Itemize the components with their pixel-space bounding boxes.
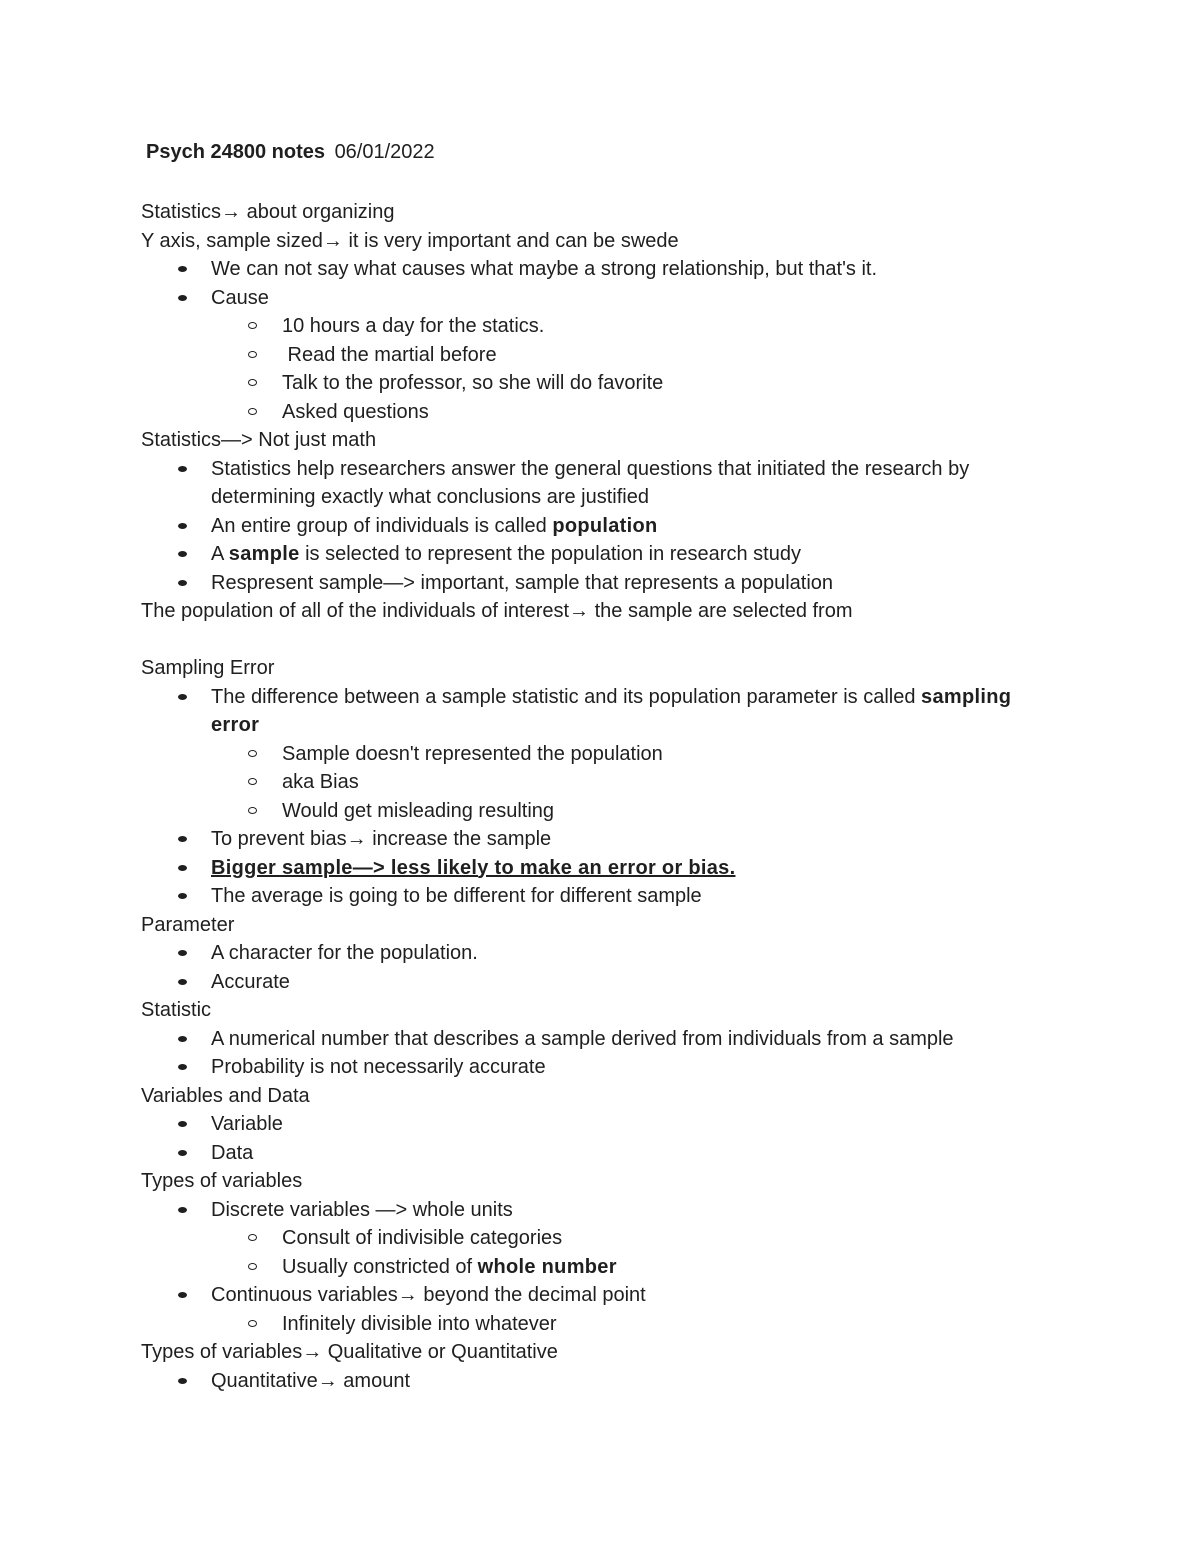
bullet-item [141,1367,1121,1396]
bullet-text: Quantitative→ amount [211,1369,410,1392]
bullet-item [141,825,1121,854]
sub-bullet-item [141,1310,1121,1339]
bullet-text: The average is going to be different for different sample [211,885,702,907]
title-course: Psych 24800 notes [146,141,325,163]
bullet-text: Variable [211,1113,283,1135]
bullet-dot-icon [178,836,187,842]
bullet-item [141,540,1121,569]
heading-y-axis: Y axis, sample sized→ it is very important and can be swede [141,229,679,252]
bullet-dot-icon [178,1036,187,1042]
sub-bullet-item [141,740,1121,769]
sub-bullet-item [141,341,1121,370]
sub-bullet-text: Sample doesn't represented the population [282,742,663,765]
sub-bullet-text: Would get misleading resulting [282,799,555,822]
bullet-dot-icon [178,1292,187,1298]
bullet-item [141,854,1121,883]
bullet-text: A character for the population. [211,942,478,964]
bullet-dot-icon [178,551,187,557]
sub-bullet-text: Usually constricted of [282,1255,478,1278]
bullet-circle-icon [248,778,257,785]
bullet-item [141,683,1041,740]
heading-types-of-variables: Types of variables [141,1170,303,1192]
bullet-item [141,1281,1121,1310]
bullet-text: A numerical number that describes a sample derived from individuals from a sample [211,1027,954,1050]
bullet-item [141,1139,1121,1168]
bullet-dot-icon [178,580,187,586]
sub-bullet-text: Read the martial before [282,343,497,366]
sub-bullet-item [141,312,1121,341]
sub-bullet-item [141,369,1121,398]
heading-variables-and-data: Variables and Data [141,1084,310,1107]
heading-statistic: Statistic [141,999,212,1021]
bullet-dot-icon [178,466,187,472]
sub-bullet-item [141,1224,1121,1253]
bold-term-whole-number: whole number [477,1255,617,1278]
bullet-text: Statistics help researchers answer the general questions that initiated the research by determining exactly what conclusions are justified [211,457,970,508]
bullet-circle-icon [248,1234,257,1241]
sub-bullet-item [141,768,1121,797]
bullet-dot-icon [178,893,187,899]
bullet-text: Data [211,1141,254,1164]
heading-not-just-math: Statistics—> Not just math [141,429,377,451]
blank-line [141,626,1121,655]
bullet-text: Continuous variables→ beyond the decimal point [211,1284,646,1306]
sub-bullet-text: 10 hours a day for the statics. [282,315,545,337]
bullet-circle-icon [248,1320,257,1327]
heading-population-of-interest: The population of all of the individuals of interest→ the sample are selected from [141,600,853,622]
sub-bullet-text: Talk to the professor, so she will do favorite [282,372,664,394]
title-date: 06/01/2022 [334,141,435,163]
bullet-item [141,1196,1121,1225]
bullet-circle-icon [248,750,257,757]
document-title [146,141,435,164]
notes-body [141,198,1121,1395]
heading-sampling-error: Sampling Error [141,657,275,679]
heading-qualitative-quantitative: Types of variables→ Qualitative or Quantitative [141,1341,558,1363]
bullet-circle-icon [248,408,257,415]
bullet-item [141,882,1121,911]
bold-term-sampling-error: sampling error [211,685,1012,736]
bullet-dot-icon [178,694,187,700]
bullet-text: Cause [211,286,269,309]
bullet-circle-icon [248,807,257,814]
bullet-dot-icon [178,266,187,272]
bullet-item [141,968,1121,997]
bullet-text: To prevent bias→ increase the sample [211,828,552,850]
bullet-dot-icon [178,865,187,871]
bullet-item [141,569,1121,598]
bullet-text: Accurate [211,970,290,993]
bullet-text: The difference between a sample statistic and its population parameter is called [211,685,922,708]
bullet-item [141,255,1121,284]
bullet-item [141,1025,1121,1054]
bullet-dot-icon [178,1207,187,1213]
sub-bullet-text: Consult of indivisible categories [282,1227,563,1249]
bullet-item [141,455,1041,512]
bullet-text: We can not say what causes what maybe a strong relationship, but that's it. [211,258,878,280]
sub-bullet-item [141,797,1121,826]
bullet-text: Probability is not necessarily accurate [211,1056,546,1078]
bullet-text: Respresent sample—> important, sample that represents a population [211,571,834,594]
sub-bullet-item [141,398,1121,427]
heading-statistics-organizing: Statistics→ about organizing [141,201,395,223]
sub-bullet-text: Infinitely divisible into whatever [282,1312,557,1335]
bullet-circle-icon [248,322,257,329]
bullet-dot-icon [178,295,187,301]
bullet-text: is selected to represent the population in research study [299,543,801,565]
bullet-text: Discrete variables —> whole units [211,1198,513,1221]
bullet-dot-icon [178,1378,187,1384]
bullet-circle-icon [248,351,257,358]
bullet-circle-icon [248,379,257,386]
heading-parameter: Parameter [141,913,235,936]
bullet-item [141,939,1121,968]
sub-bullet-text: Asked questions [282,400,429,423]
bullet-item [141,284,1121,313]
bullet-item [141,1110,1121,1139]
sub-bullet-text: aka Bias [282,771,359,793]
bullet-circle-icon [248,1263,257,1270]
bullet-text: An entire group of individuals is called [211,514,553,537]
bullet-dot-icon [178,1121,187,1127]
bold-term-sample: sample [228,543,300,565]
bullet-text: A [211,543,229,565]
bullet-dot-icon [178,1150,187,1156]
bold-underlined-text: Bigger sample—> less likely to make an error or bias. [211,856,736,879]
bullet-dot-icon [178,979,187,985]
bullet-item [141,1053,1121,1082]
bullet-dot-icon [178,523,187,529]
bullet-dot-icon [178,1064,187,1070]
bold-term-population: population [552,514,658,537]
bullet-item [141,512,1121,541]
sub-bullet-item [141,1253,1121,1282]
bullet-dot-icon [178,950,187,956]
